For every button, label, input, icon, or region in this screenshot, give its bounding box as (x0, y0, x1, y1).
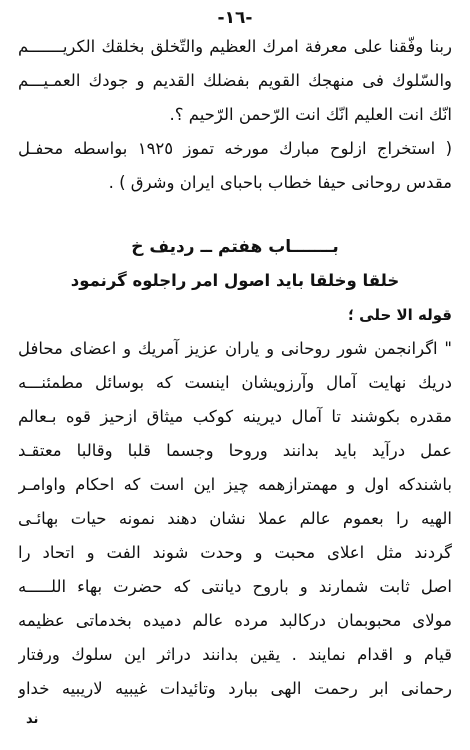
intro-label: قوله الا حلى ؛ (347, 306, 452, 324)
body-line: قيام و اقدام نمايند . يقين بدانند دراثر اين سلوك ورفتار (18, 645, 452, 664)
body-paragraph (18, 332, 452, 706)
section-gap (18, 200, 452, 230)
prayer-line: والسّلوك فى منهجك القويم بفضلك القديم و جودك العمـيـــم (18, 71, 452, 90)
line-end-superscript: ند (26, 712, 39, 727)
body-line: " اگرانجمن شور روحانى و ياران عزيز آمريك و اعضاى محافل (18, 339, 452, 358)
body-line: عمل درآيد بايد بدانند وروحا وجسما قلبا وقالبا معتقـد (18, 441, 452, 460)
source-note-line: مقدس روحانى حيفا خطاب باحباى ايران وشرق ) . (108, 173, 452, 192)
body-line: الهيه را بعموم عالم عملا نشان دهند نمونه حيات بهائـى (18, 509, 452, 528)
section-subtitle: خلقا وخلقا بايد اصول امر راجلوه گرنمود (70, 271, 400, 290)
body-line: رحمانى ابر رحمت الهى ببارد وتائيدات غيبيه لاريبيه خداو (18, 679, 452, 698)
page-number: -١٦- (217, 8, 253, 28)
source-note (18, 132, 452, 200)
prayer-paragraph (18, 30, 452, 132)
section-heading: بـــــــاب هفتم ــ رديف خ (131, 237, 339, 257)
body-line: مولاى محبوبمان دركالبد مرده عالم دميده بخدماتى عظيمه (18, 611, 452, 630)
body-line: دريك نهايت آمال وآرزويشان اينست كه بوسائل مطمئنـــه (18, 373, 452, 392)
prayer-line: انّك انت العليم انّك انت الرّحمن الرّحيم ؟. (169, 105, 452, 124)
prayer-line: ربنا وفّقنا على معرفة امرك العظيم والتّخلق بخلقك الكريـــــــم (18, 37, 452, 56)
source-note-line: ( استخراج ازلوح مبارك مورخه تموز ١٩٢٥ بواسطه محفـل (18, 139, 452, 158)
body-line: مقدره بكوشند تا آمال ديرينه كوكب ميثاق ازحيز قوه بـعالم (18, 407, 452, 426)
body-line: اصل ثابت شمارند و باروح ديانتى كه حضرت بهاء اللـــــه (18, 577, 452, 596)
body-line: باشندكه اول و مهمترازهمه چيز اين است كه احكام واوامـر (18, 475, 452, 494)
body-line: گردند مثل اعلاى محبت و وحدت شوند الفت و اتحاد را (18, 543, 452, 562)
